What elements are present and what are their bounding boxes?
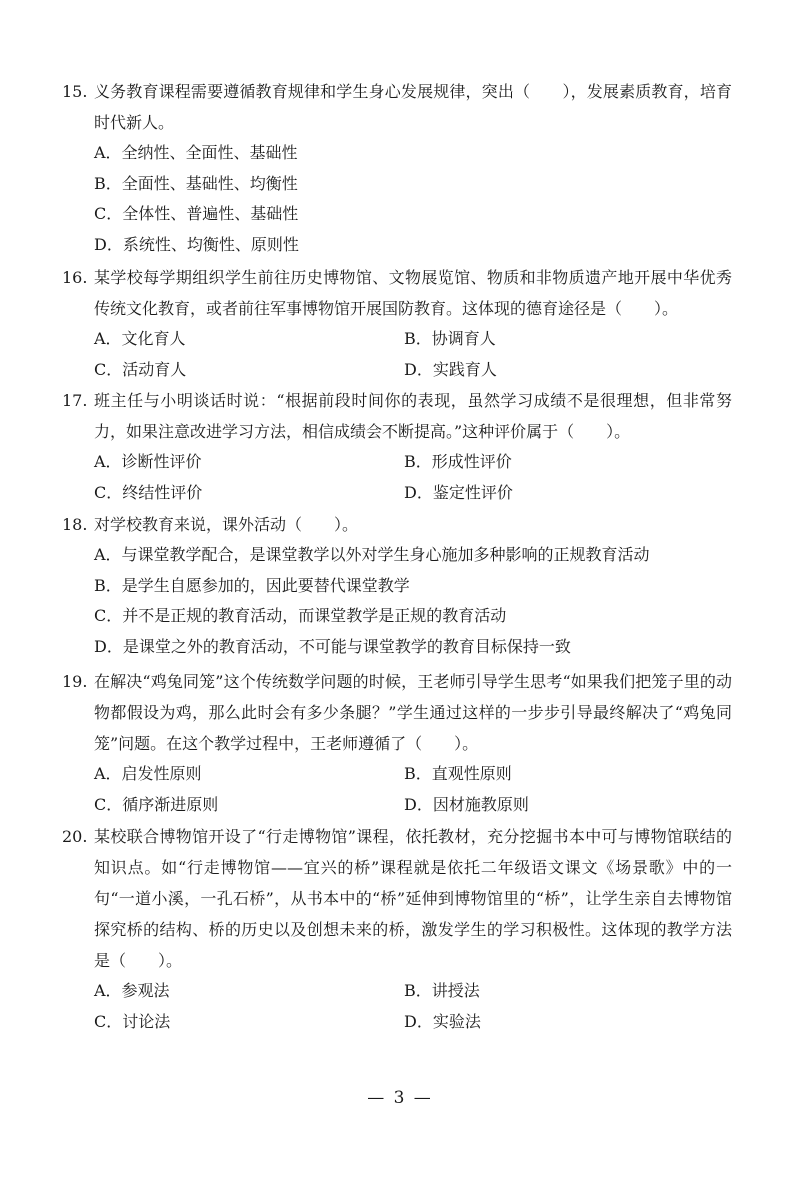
option-a: A．参观法 — [94, 981, 170, 1000]
question-number: 17. — [62, 391, 88, 410]
question-number: 19. — [62, 672, 88, 691]
question-stem: 对学校教育来说，课外活动（ ）。 — [94, 515, 359, 534]
option-d: D．是课堂之外的教育活动，不可能与课堂教学的教育目标保持一致 — [94, 636, 571, 656]
option-a: A．文化育人 — [94, 329, 186, 348]
question-number: 18. — [62, 515, 88, 534]
question-number: 16. — [62, 268, 88, 287]
question-stem: 某学校每学期组织学生前往历史博物馆、文物展览馆、物质和非物质遗产地开展中华优秀传统文化教育，或者前往军事博物馆开展国防教育。这体现的德育途径是（ ）。 — [94, 268, 732, 318]
option-c: C．全体性、普遍性、基础性 — [94, 204, 299, 223]
option-b: B．讲授法 — [404, 981, 480, 1000]
option-d: D．因材施教原则 — [404, 794, 529, 814]
option-a: A．诊断性评价 — [94, 452, 202, 471]
option-b: B．全面性、基础性、均衡性 — [94, 173, 298, 193]
option-d: D．系统性、均衡性、原则性 — [94, 234, 299, 254]
question-18 — [62, 509, 732, 662]
question-17 — [62, 385, 732, 508]
option-b: B．形成性评价 — [404, 452, 512, 471]
option-b: B．协调育人 — [404, 329, 496, 348]
option-c: C．终结性评价 — [94, 482, 203, 502]
option-d: D．鉴定性评价 — [404, 482, 513, 502]
question-stem: 义务教育课程需要遵循教育规律和学生身心发展规律，突出（ ），发展素质教育，培育时代新人。 — [94, 82, 732, 132]
option-c: C．并不是正规的教育活动，而课堂教学是正规的教育活动 — [94, 606, 507, 625]
question-stem: 班主任与小明谈话时说：“根据前段时间你的表现，虽然学习成绩不是很理想，但非常努力，如果注意改进学习方法，相信成绩会不断提高。”这种评价属于（ ）。 — [94, 391, 732, 441]
option-a: A．启发性原则 — [94, 764, 202, 783]
question-stem: 某校联合博物馆开设了“行走博物馆”课程，依托教材，充分挖掘书本中可与博物馆联结的知识点。如“行走博物馆——宜兴的桥”课程就是依托二年级语文课文《场景歌》中的一句“一道小溪，一孔石桥”，从书本中的“桥”延伸到博物馆里的“桥”，让学生亲自去博物馆探究桥的结构、桥的历史以及创想未来的桥，激发学生的学习积极性。这体现的教学方法是（ ）。 — [94, 827, 732, 970]
question-20 — [62, 821, 732, 1037]
question-number: 15. — [62, 82, 88, 101]
option-b: B．直观性原则 — [404, 764, 512, 783]
option-b: B．是学生自愿参加的，因此要替代课堂教学 — [94, 575, 410, 595]
option-c: C．讨论法 — [94, 1011, 171, 1031]
question-number: 20. — [62, 827, 88, 846]
question-16 — [62, 262, 732, 385]
question-stem: 在解决“鸡兔同笼”这个传统数学问题的时候，王老师引导学生思考“如果我们把笼子里的动物都假设为鸡，那么此时会有多少条腿？”学生通过这样的一步步引导最终解决了“鸡兔同笼”问题。在这个教学过程中，王老师遵循了（ ）。 — [94, 672, 732, 753]
option-c: C．活动育人 — [94, 359, 187, 379]
option-a: A．全纳性、全面性、基础性 — [94, 143, 298, 162]
option-c: C．循序渐进原则 — [94, 794, 219, 814]
question-19 — [62, 666, 732, 820]
option-d: D．实验法 — [404, 1011, 481, 1031]
option-a: A．与课堂教学配合，是课堂教学以外对学生身心施加多种影响的正规教育活动 — [94, 545, 650, 564]
option-d: D．实践育人 — [404, 359, 497, 379]
page-number: — 3 — — [367, 1088, 433, 1108]
question-15 — [62, 76, 732, 260]
